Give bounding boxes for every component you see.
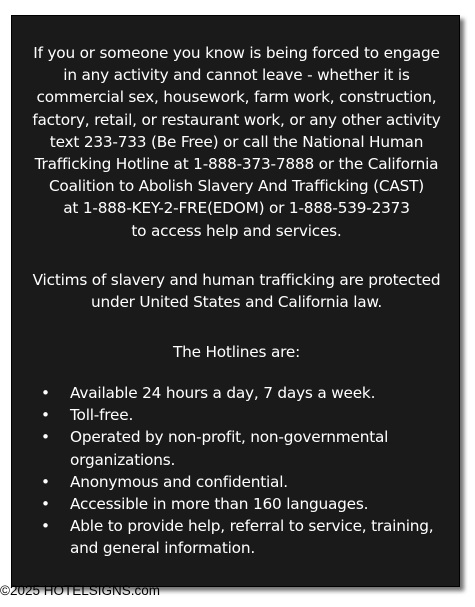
list-item-text: Toll-free. (70, 406, 134, 425)
hotlines-heading-text: The Hotlines are: (172, 343, 301, 361)
bullet-icon: • (41, 428, 50, 447)
bullet-icon: • (41, 406, 50, 425)
intro-paragraph (12, 42, 461, 242)
list-item (40, 471, 433, 493)
bullet-icon: • (41, 517, 50, 536)
bullet-icon: • (41, 472, 50, 491)
intro-line: Coalition to Abolish Slavery And Trafficking (CAST) (48, 177, 425, 196)
intro-line: If you or someone you know is being forced to engage (33, 44, 440, 62)
list-item (40, 404, 433, 426)
intro-line: in any activity and cannot leave - whether it is (63, 66, 410, 85)
hotlines-heading (12, 341, 461, 363)
intro-line: Trafficking Hotline at 1-888-373-7888 or the California (34, 155, 439, 174)
list-item-text: Accessible in more than 160 languages. (70, 495, 369, 514)
copyright-notice: ©2025 HOTELSIGNS.com (0, 583, 161, 598)
list-item (40, 382, 433, 404)
bullet-icon: • (41, 384, 50, 402)
list-item (40, 515, 433, 559)
list-item-text: Available 24 hours a day, 7 days a week. (70, 384, 376, 402)
intro-line: to access help and services. (131, 221, 342, 240)
protection-paragraph (12, 269, 461, 313)
hotline-features-list (40, 382, 433, 560)
list-item-text: Able to provide help, referral to service, training, (70, 517, 434, 536)
intro-line: at 1-888-KEY-2-FRE(EDOM) or 1-888-539-2373 (63, 199, 410, 218)
protection-line: under United States and California law. (90, 293, 383, 312)
list-item (40, 493, 433, 515)
intro-line: factory, retail, or restaurant work, or any other activity (32, 110, 441, 129)
intro-line: text 233-733 (Be Free) or call the National Human (49, 132, 424, 151)
list-item-text: Anonymous and confidential. (70, 472, 288, 491)
protection-line: Victims of slavery and human trafficking are protected (32, 271, 441, 289)
bullet-icon: • (41, 495, 50, 514)
list-item (40, 426, 433, 470)
trafficking-notice-sign (11, 15, 460, 587)
list-item-text: Operated by non-profit, non-governmental (70, 428, 389, 447)
list-item-text: and general information. (70, 539, 255, 558)
intro-line: commercial sex, housework, farm work, construction, (36, 88, 437, 107)
list-item-text: organizations. (70, 450, 176, 469)
